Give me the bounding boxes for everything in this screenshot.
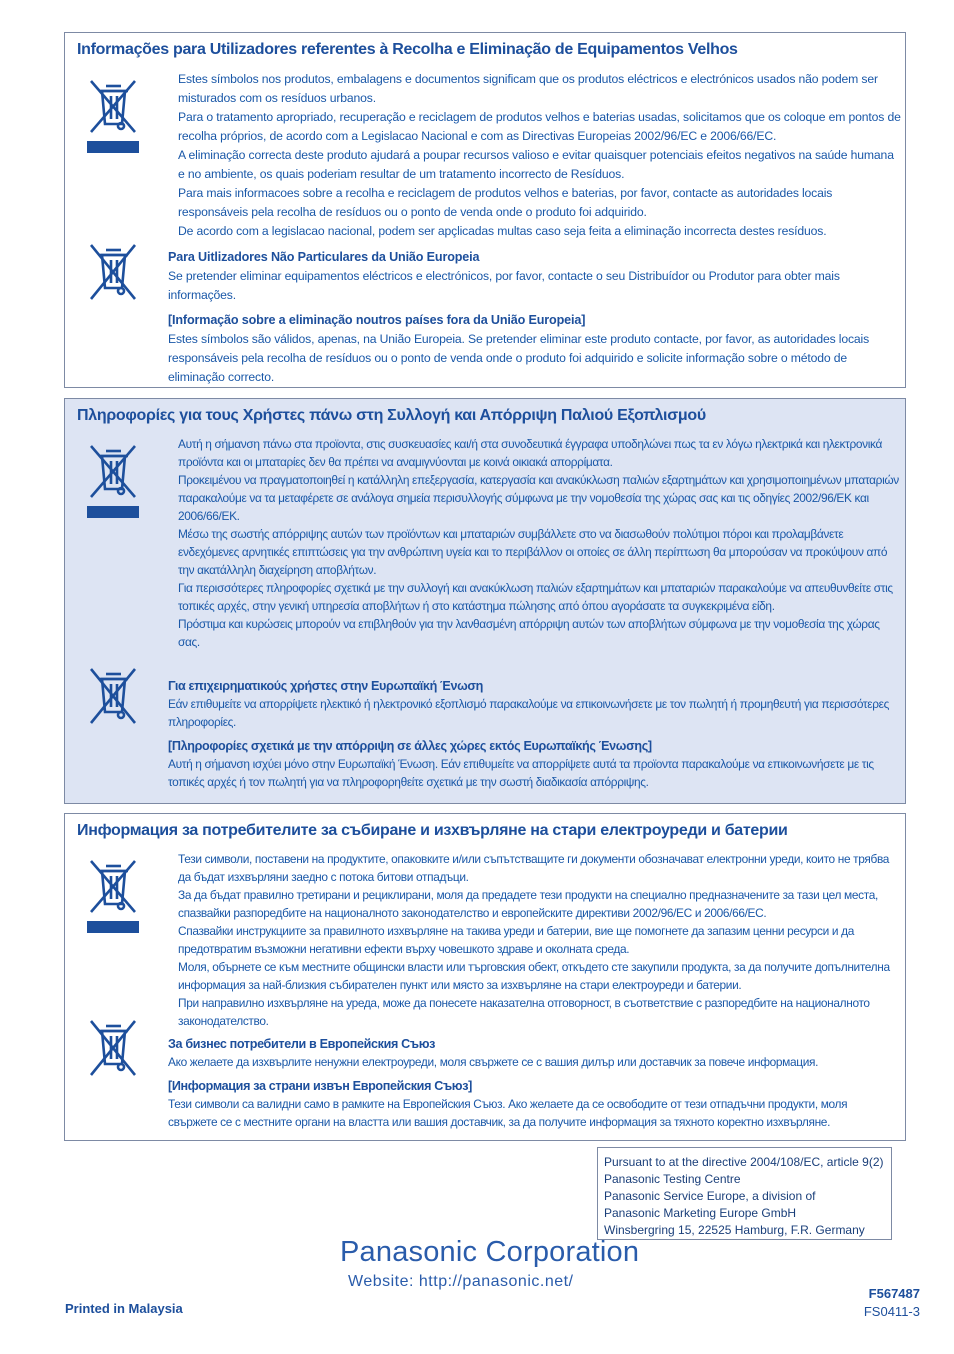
document-code: F567487 bbox=[868, 1286, 920, 1301]
business-users-block bbox=[168, 677, 899, 791]
business-users-text: Εάν επιθυμείτε να απορρίψετε ηλεκτικό ή ηλεκτρονικό εξοπλισμό παρακαλούμε να επικοινωνήσετε με τον πωλητή ή προμηθευτή για περισσότερες πληροφορίες. bbox=[168, 697, 889, 729]
manufacturer-address-box bbox=[597, 1147, 892, 1240]
body-paragraphs bbox=[178, 435, 901, 651]
address-line: Panasonic Service Europe, a division of bbox=[604, 1189, 816, 1203]
paragraph: Μέσω της σωστής απόρριψης αυτών των προϊόντων και μπαταριών συμβάλλετε στο να διασωθούν πολύτιμοι πόροι και προλαμβάνετε ενδεχόμενες αρνητικές επιπτώσεις για την ανθρώπινη υγεία και το περιβάλλον οι οποίες σε άλλη περίπτωση θα μπορούσαν να προκύψουν από την ακατάλληλη διαχείρηση αποβλήτων. bbox=[178, 527, 888, 577]
company-website: Website: http://panasonic.net/ bbox=[348, 1273, 574, 1290]
section-bulgarian bbox=[64, 813, 906, 1141]
business-users-text: Se pretender eliminar equipamentos eléctricos e electrónicos, por favor, contacte o seu Distribuídor ou Produtor para obter mais informações. bbox=[168, 269, 840, 302]
body-paragraphs bbox=[178, 850, 901, 1030]
other-countries-text: Тези символи са валидни само в рамките на Европейския Съюз. Ако желаете да се освободите от тези отпадъчни продукти, моля свържете се с местните органи на властта или вашия доставчик, за да получите информация за тяхното коректно изхвърляне. bbox=[168, 1097, 848, 1129]
paragraph: При направилно изхвърляне на уреда, може да понесете наказателна отговорност, в съответствие с разпоредбите на националното законодателство. bbox=[178, 996, 870, 1028]
paragraph: A eliminação correcta deste produto ajudará a poupar recursos valioso e evitar quaisquer potenciais efeitos negativos na saúde humana e no ambiente, os quais poderiam resultar de um tratamento incorrecto de Resíduos. bbox=[178, 148, 894, 181]
crossed-bin-icon bbox=[85, 667, 141, 729]
section-title: Информация за потребителите за събиране и изхвърляне на стари електроуреди и батерии bbox=[77, 822, 788, 839]
other-countries-heading: [Informação sobre a eliminação noutros países fora da União Europeia] bbox=[168, 313, 586, 327]
paragraph: Тези символи, поставени на продуктите, опаковките и/или съпътстващите ги документи обозначават електронни уреди, които не трябва да бъдат изхвърляни заедно с потока битови отпадъци. bbox=[178, 852, 890, 884]
business-users-block bbox=[168, 248, 899, 387]
paragraph: Estes símbolos nos produtos, embalagens e documentos significam que os produtos eléctricos e electrónicos usados não podem ser misturados com os resíduos urbanos. bbox=[178, 72, 878, 105]
address-line: Panasonic Marketing Europe GmbH bbox=[604, 1206, 797, 1220]
paragraph: Πρόστιμα και κυρώσεις μπορούν να επιβληθούν για την λανθασμένη απόρριψη αυτών των αποβλήτων σύμφωνα με την νομοθεσία της χώρας σας. bbox=[178, 617, 880, 649]
other-countries-heading: [Информация за страни извън Европейския Съюз] bbox=[168, 1079, 472, 1093]
business-users-heading: За бизнес потребители в Европейския Съюз bbox=[168, 1037, 436, 1051]
section-greek bbox=[64, 398, 906, 804]
paragraph: Για περισσότερες πληροφορίες σχετικά με την συλλογή και ανακύκλωση παλιών εξαρτημάτων και μπαταριών παρακαλούμε να απευθυνθείτε στις τοπικές αρχές, στην γενική υπηρεσία αποβλήτων ή στο κατάστημα πώλησης από όπου αγοράσατε τα συγκεκριμένα είδη. bbox=[178, 581, 893, 613]
section-portuguese bbox=[64, 32, 906, 388]
company-name: Panasonic Corporation bbox=[340, 1236, 640, 1268]
document-revision-code: FS0411-3 bbox=[863, 1304, 920, 1319]
address-line: Panasonic Testing Centre bbox=[604, 1172, 741, 1186]
crossed-bin-icon bbox=[85, 1019, 141, 1081]
address-line: Pursuant to at the directive 2004/108/EC, article 9(2) bbox=[604, 1155, 884, 1169]
address-line: Winsbergring 15, 22525 Hamburg, F.R. Germany bbox=[604, 1223, 865, 1237]
paragraph: За да бъдат правилно третирани и рециклирани, моля да предадете тези продукти на специално предназначените за тази цел места, спазвайки разпоредбите на националното законодателство и европейските директиви 2002/96/ЕС и 2006/66/ЕС. bbox=[178, 888, 878, 920]
body-paragraphs bbox=[178, 70, 901, 241]
business-users-text: Ако желаете да изхвърлите ненужни електроуреди, моля свържете се с вашия дилър или доставчик за повече информация. bbox=[168, 1055, 819, 1069]
other-countries-text: Αυτή η σήμανση ισχύει μόνο στην Ευρωπαϊκή Ένωση. Εάν επιθυμείτε να απορρίψετε αυτά τα προϊοντα παρακαλούμε να επικοινωνήσετε με τις τοπικές αρχές ή τον πωλητή για να πληροφορηθείτε σχετικά με την σωστή διαδικασία απόρριψης. bbox=[168, 757, 874, 789]
crossed-bin-bar-icon bbox=[85, 439, 141, 521]
paragraph: Προκειμένου να πραγματοποιηθεί η κατάλληλη επεξεργασία, κατεργασία και ανακύκλωση παλιών εξαρτημάτων και χρησιμοποιημένων μπαταριών παρακαλούμε να τα μεταφέρετε σε ανάλογα σημεία περισυλλογής σύμφωνα με την νομοθεσία της χώρας σας και τις οδηγίες 2002/96/ΕΚ και 2006/66/ΕΚ. bbox=[178, 473, 899, 523]
paragraph: Спазвайки инструкциите за правилното изхвърляне на такива уреди и батерии, вие ще помогнете да запазим ценни ресурси и да предотвратим възможни негативни ефекти върху човешкото здраве и околната среда. bbox=[178, 924, 854, 956]
other-countries-text: Estes símbolos são válidos, apenas, na União Europeia. Se pretender eliminar este produto contacte, por favor, as autoridades locais responsáveis pela recolha de resíduos ou o ponto de venda onde o produto foi adquirido e solicite informação sobre o método de eliminação correcto. bbox=[168, 332, 870, 384]
paragraph: Моля, обърнете се към местните общински власти или търговския обект, откъдето сте закупили продукта, за да получите допълнителна информация за най-близкия събирателен пункт или място за изхвърляне на стари електроуреди и батерии. bbox=[178, 960, 890, 992]
printed-in-label: Printed in Malaysia bbox=[65, 1301, 183, 1316]
crossed-bin-icon bbox=[85, 243, 141, 305]
section-title: Informações para Utilizadores referentes à Recolha e Eliminação de Equipamentos Velhos bbox=[77, 41, 738, 58]
business-users-heading: Για επιχειρηματικούς χρήστες στην Ευρωπαϊκή Ένωση bbox=[168, 679, 483, 693]
paragraph: Αυτή η σήμανση πάνω στα προϊοντα, στις συσκευασίες και/ή στα συνοδευτικά έγγραφα υποδηλώνει πως τα εν λόγω ηλεκτρικά και ηλεκτρονικά προϊόντα και οι μπαταρίες δεν θα πρέπει να αναμιγνύονται με κοινά οικιακά απορρίματα. bbox=[178, 437, 882, 469]
other-countries-heading: [Πληροφορίες σχετικά με την απόρριψη σε άλλες χώρες εκτός Ευρωπαϊκής Ένωσης] bbox=[168, 739, 652, 753]
business-users-heading: Para Uitlizadores Não Particulares da União Europeia bbox=[168, 250, 480, 264]
paragraph: Para mais informacoes sobre a recolha e reciclagem de produtos velhos e baterias, por favor, contacte as autoridades locais responsáveis pela recolha de resíduos ou o ponto de venda onde o produto foi adquirido. bbox=[178, 186, 833, 219]
crossed-bin-bar-icon bbox=[85, 74, 141, 156]
paragraph: Para o tratamento apropriado, recuperação e reciclagem de produtos velhos e baterias usadas, solicitamos que os coloque em pontos de recolha próprios, de acordo com a Legislacao Nacional e com as Directivas Europeias 2002/96/EC e 2006/66/EC. bbox=[178, 110, 901, 143]
crossed-bin-bar-icon bbox=[85, 854, 141, 936]
paragraph: De acordo com a legislacao nacional, podem ser apçlicadas multas caso seja feita a eliminação incorrecta destes resíduos. bbox=[178, 224, 827, 238]
business-users-block bbox=[168, 1035, 899, 1131]
section-title: Πληροφορίες για τους Χρήστες πάνω στη Συλλογή και Απόρριψη Παλιού Εξοπλισμού bbox=[77, 407, 706, 424]
